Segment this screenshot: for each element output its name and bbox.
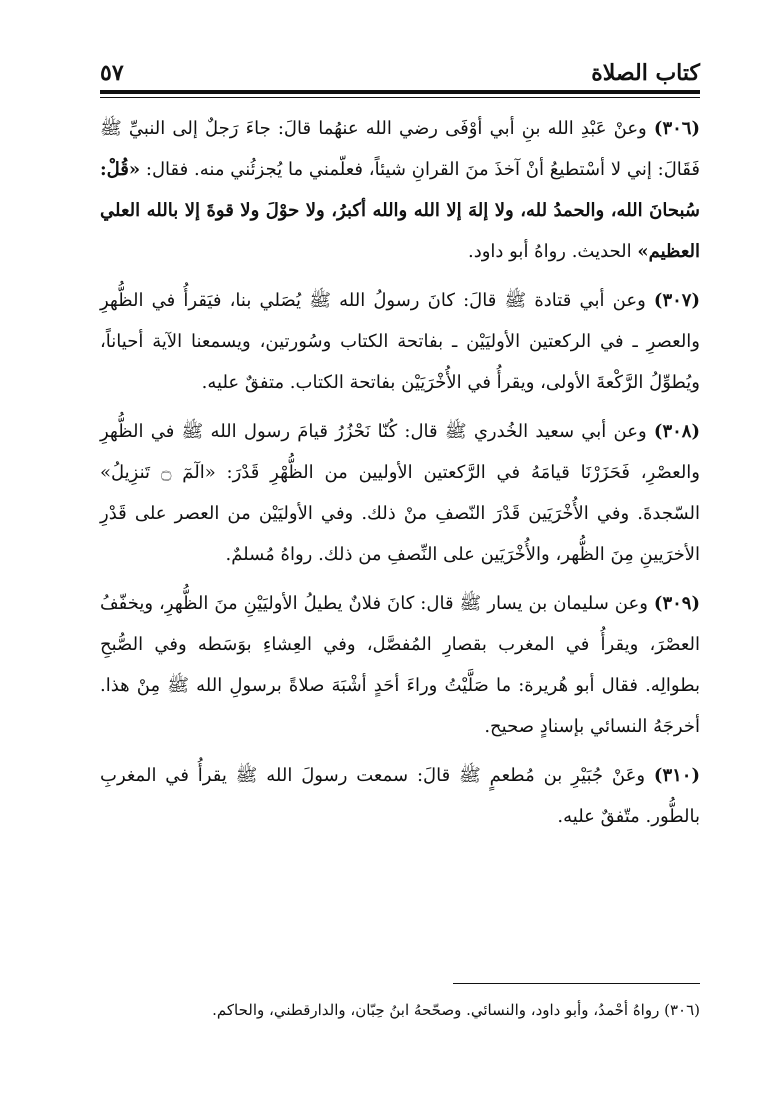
hadith-number: (٣٠٧) [653,290,700,311]
hadith-number: (٣١٠) [653,765,700,786]
hadith-306 [100,108,700,272]
header-rule-thick [100,90,700,94]
hadith-text: وعن أبي قتادة ﷺ قالَ: كانَ رسولُ الله ﷺ يُصَلي بنا، فيَقرأُ في الظُّهرِ والعصرِ ـ في الركعتين الأوليَيْن ـ بفاتحة الكتاب وسُورتين، ويسمعنا الآية أحياناً، ويُطوِّلُ الرَّكْعةَ الأولى، ويقرأُ في الأُخْرَيَيْن بفاتحة الكتاب. متفقٌ عليه. [100,290,700,393]
chapter-title: كتاب الصلاة [591,60,700,86]
hadith-source: الحديث. رواهُ أبو داود. [467,241,638,262]
page-header [100,58,700,88]
hadith-308 [100,411,700,575]
hadith-number: (٣٠٩) [653,593,700,614]
page-number: ٥٧ [100,60,124,86]
header-rule-thin [100,97,700,98]
footnote: (٣٠٦) رواهُ أحْمدُ، وأبو داود، والنسائي. وصحّحهُ ابنُ حِبّان، والدارقطني، والحاكم. [212,1001,700,1019]
hadith-number: (٣٠٦) [653,118,700,139]
hadith-number: (٣٠٨) [653,421,700,442]
hadith-quote: «قُلْ: سُبحانَ الله، والحمدُ لله، ولا إلهَ إلا الله والله أكبرُ، ولا حوْلَ ولا قوةَ إلا بالله العلي العظيم» [100,159,700,262]
hadith-text: وعن سليمان بن يسار ﷺ قال: كانَ فلانٌ يطيلُ الأوليَيْنِ منَ الظُّهرِ، ويخفّفُ العصْرَ، ويقرأُ في المغرب بقصارِ المُفصَّل، وفي العِشاءِ بوَسَطه وفي الصُّبحِ بطوالِه. فقال أبو هُريرة: ما صَلَّيْتُ وراءَ أحَدٍ أشْبَهَ صلاةً برسولِ الله ﷺ مِنْ هذا. أخرجَهُ النسائي بإسنادٍ صحيح. [100,593,700,737]
main-text [100,108,700,845]
hadith-text: وعن أبي سعيد الخُدري ﷺ قال: كُنّا نَحْزُرُ قيامَ رسول الله ﷺ في الظُّهرِ والعصْرِ، فَحَزَرْنَا قيامَهُ في الرَّكعتين الأوليين من الظُّهْرِ قَدْرَ: «الٓمٓ ۝ تَنزِيلُ» السّجدةَ. وفي الأُخْرَيَين قَدْرَ النّصفِ منْ ذلك. وفي الأوليَيْن من العصر على قَدْرِ الأخرَيينِ مِنَ الظُّهر، والأُخْرَيَين على النِّصفِ من ذلك. رواهُ مُسلمٌ. [100,421,701,565]
hadith-309 [100,583,700,747]
hadith-text: وعنْ عَبْدِ الله بنِ أبي أوْفَى رضي الله عنهُما قالَ: جاءَ رَجلٌ إلى النبيِّ ﷺ فَقَالَ: إني لا أسْتطيعُ أنْ آخذَ منَ القرانِ شيئاً، فعلّمني ما يُجزئُني منه. فقال: [100,118,700,180]
hadith-307 [100,280,700,403]
hadith-310 [100,755,700,837]
hadith-text: وعَنْ جُبَيْرِ بن مُطعمٍ ﷺ قالَ: سمعت رسولَ الله ﷺ يقرأُ في المغربِ بالطُّور. متّفقٌ عليه. [100,765,700,827]
footnote-rule [453,983,700,984]
